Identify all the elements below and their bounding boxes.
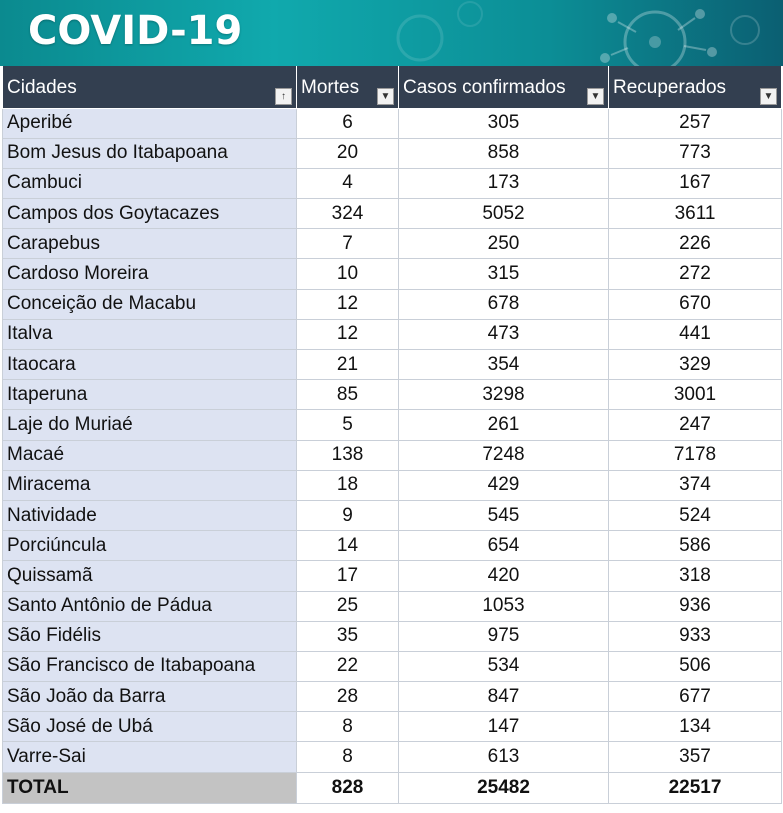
table-row — [3, 380, 782, 410]
cases-cell: 429 — [399, 470, 609, 500]
deaths-cell: 18 — [297, 470, 399, 500]
deaths-cell: 35 — [297, 621, 399, 651]
city-cell: São Fidélis — [3, 621, 297, 651]
column-header-cidades — [3, 66, 297, 108]
deaths-cell: 25 — [297, 591, 399, 621]
deaths-cell: 85 — [297, 380, 399, 410]
table-row — [3, 108, 782, 138]
deaths-cell: 10 — [297, 259, 399, 289]
table-row — [3, 138, 782, 168]
table-row — [3, 440, 782, 470]
deaths-cell: 17 — [297, 561, 399, 591]
recovered-cell: 167 — [609, 168, 782, 198]
cases-cell: 858 — [399, 138, 609, 168]
cases-cell: 534 — [399, 651, 609, 681]
deaths-cell: 21 — [297, 350, 399, 380]
table-row — [3, 651, 782, 681]
cases-cell: 654 — [399, 531, 609, 561]
recovered-cell: 272 — [609, 259, 782, 289]
recovered-cell: 936 — [609, 591, 782, 621]
deaths-cell: 14 — [297, 531, 399, 561]
cases-cell: 173 — [399, 168, 609, 198]
total-label: TOTAL — [3, 772, 297, 803]
deaths-cell: 12 — [297, 289, 399, 319]
total-deaths-cell: 828 — [297, 772, 399, 803]
column-header-label: Recuperados — [613, 76, 727, 98]
cases-cell: 5052 — [399, 199, 609, 229]
deaths-cell: 324 — [297, 199, 399, 229]
city-cell: Italva — [3, 319, 297, 349]
column-header-mortes — [297, 66, 399, 108]
deaths-cell: 5 — [297, 410, 399, 440]
recovered-cell: 933 — [609, 621, 782, 651]
city-cell: Campos dos Goytacazes — [3, 199, 297, 229]
covid-table — [2, 66, 782, 804]
deaths-cell: 22 — [297, 651, 399, 681]
column-header-label: Mortes — [301, 76, 360, 98]
city-cell: Varre-Sai — [3, 742, 297, 772]
cases-cell: 354 — [399, 350, 609, 380]
recovered-cell: 506 — [609, 651, 782, 681]
column-header-label: Casos confirmados — [403, 76, 566, 98]
table-header-row — [3, 66, 782, 108]
deaths-cell: 9 — [297, 500, 399, 530]
deaths-cell: 8 — [297, 712, 399, 742]
table-row — [3, 470, 782, 500]
recovered-cell: 374 — [609, 470, 782, 500]
deaths-cell: 138 — [297, 440, 399, 470]
deaths-cell: 7 — [297, 229, 399, 259]
city-cell: Aperibé — [3, 108, 297, 138]
city-cell: Cambuci — [3, 168, 297, 198]
recovered-cell: 226 — [609, 229, 782, 259]
city-cell: Quissamã — [3, 561, 297, 591]
table-row — [3, 500, 782, 530]
cases-cell: 420 — [399, 561, 609, 591]
recovered-cell: 318 — [609, 561, 782, 591]
recovered-cell: 524 — [609, 500, 782, 530]
total-cases-cell: 25482 — [399, 772, 609, 803]
table-row — [3, 229, 782, 259]
city-cell: Laje do Muriaé — [3, 410, 297, 440]
total-row — [3, 772, 782, 803]
cases-cell: 473 — [399, 319, 609, 349]
table-row — [3, 168, 782, 198]
table-row — [3, 742, 782, 772]
recovered-cell: 7178 — [609, 440, 782, 470]
recovered-cell: 3611 — [609, 199, 782, 229]
recovered-cell: 773 — [609, 138, 782, 168]
table-row — [3, 259, 782, 289]
cases-cell: 261 — [399, 410, 609, 440]
deaths-cell: 12 — [297, 319, 399, 349]
recovered-cell: 357 — [609, 742, 782, 772]
recovered-cell: 670 — [609, 289, 782, 319]
table-row — [3, 591, 782, 621]
city-cell: São João da Barra — [3, 682, 297, 712]
city-cell: Carapebus — [3, 229, 297, 259]
cases-cell: 678 — [399, 289, 609, 319]
table-row — [3, 350, 782, 380]
recovered-cell: 247 — [609, 410, 782, 440]
column-header-recuperados — [609, 66, 782, 108]
city-cell: Santo Antônio de Pádua — [3, 591, 297, 621]
cases-cell: 847 — [399, 682, 609, 712]
city-cell: Natividade — [3, 500, 297, 530]
recovered-cell: 329 — [609, 350, 782, 380]
recovered-cell: 586 — [609, 531, 782, 561]
dropdown-arrow-icon[interactable]: ▼ — [377, 88, 394, 105]
table-row — [3, 621, 782, 651]
cases-cell: 7248 — [399, 440, 609, 470]
recovered-cell: 677 — [609, 682, 782, 712]
recovered-cell: 257 — [609, 108, 782, 138]
city-cell: Bom Jesus do Itabapoana — [3, 138, 297, 168]
city-cell: Macaé — [3, 440, 297, 470]
dropdown-arrow-icon[interactable]: ▼ — [760, 88, 777, 105]
table-row — [3, 561, 782, 591]
column-header-label: Cidades — [7, 76, 77, 98]
cases-cell: 305 — [399, 108, 609, 138]
recovered-cell: 134 — [609, 712, 782, 742]
total-recovered-cell: 22517 — [609, 772, 782, 803]
banner-title: COVID-19 — [28, 8, 243, 54]
cases-cell: 975 — [399, 621, 609, 651]
deaths-cell: 6 — [297, 108, 399, 138]
deaths-cell: 8 — [297, 742, 399, 772]
cases-cell: 315 — [399, 259, 609, 289]
recovered-cell: 441 — [609, 319, 782, 349]
table-body — [3, 108, 782, 803]
table-row — [3, 531, 782, 561]
table-row — [3, 682, 782, 712]
recovered-cell: 3001 — [609, 380, 782, 410]
column-header-casos — [399, 66, 609, 108]
table-row — [3, 289, 782, 319]
deaths-cell: 4 — [297, 168, 399, 198]
sort-up-arrow-icon[interactable]: ↑ — [275, 88, 292, 105]
table-row — [3, 410, 782, 440]
deaths-cell: 28 — [297, 682, 399, 712]
city-cell: Miracema — [3, 470, 297, 500]
table-row — [3, 319, 782, 349]
cases-cell: 545 — [399, 500, 609, 530]
city-cell: Itaocara — [3, 350, 297, 380]
table-row — [3, 712, 782, 742]
city-cell: São Francisco de Itabapoana — [3, 651, 297, 681]
cases-cell: 3298 — [399, 380, 609, 410]
deaths-cell: 20 — [297, 138, 399, 168]
cases-cell: 147 — [399, 712, 609, 742]
table-row — [3, 199, 782, 229]
dropdown-arrow-icon[interactable]: ▼ — [587, 88, 604, 105]
cases-cell: 1053 — [399, 591, 609, 621]
cases-cell: 613 — [399, 742, 609, 772]
city-cell: Cardoso Moreira — [3, 259, 297, 289]
city-cell: São José de Ubá — [3, 712, 297, 742]
city-cell: Itaperuna — [3, 380, 297, 410]
city-cell: Porciúncula — [3, 531, 297, 561]
covid-banner — [0, 0, 783, 66]
city-cell: Conceição de Macabu — [3, 289, 297, 319]
cases-cell: 250 — [399, 229, 609, 259]
